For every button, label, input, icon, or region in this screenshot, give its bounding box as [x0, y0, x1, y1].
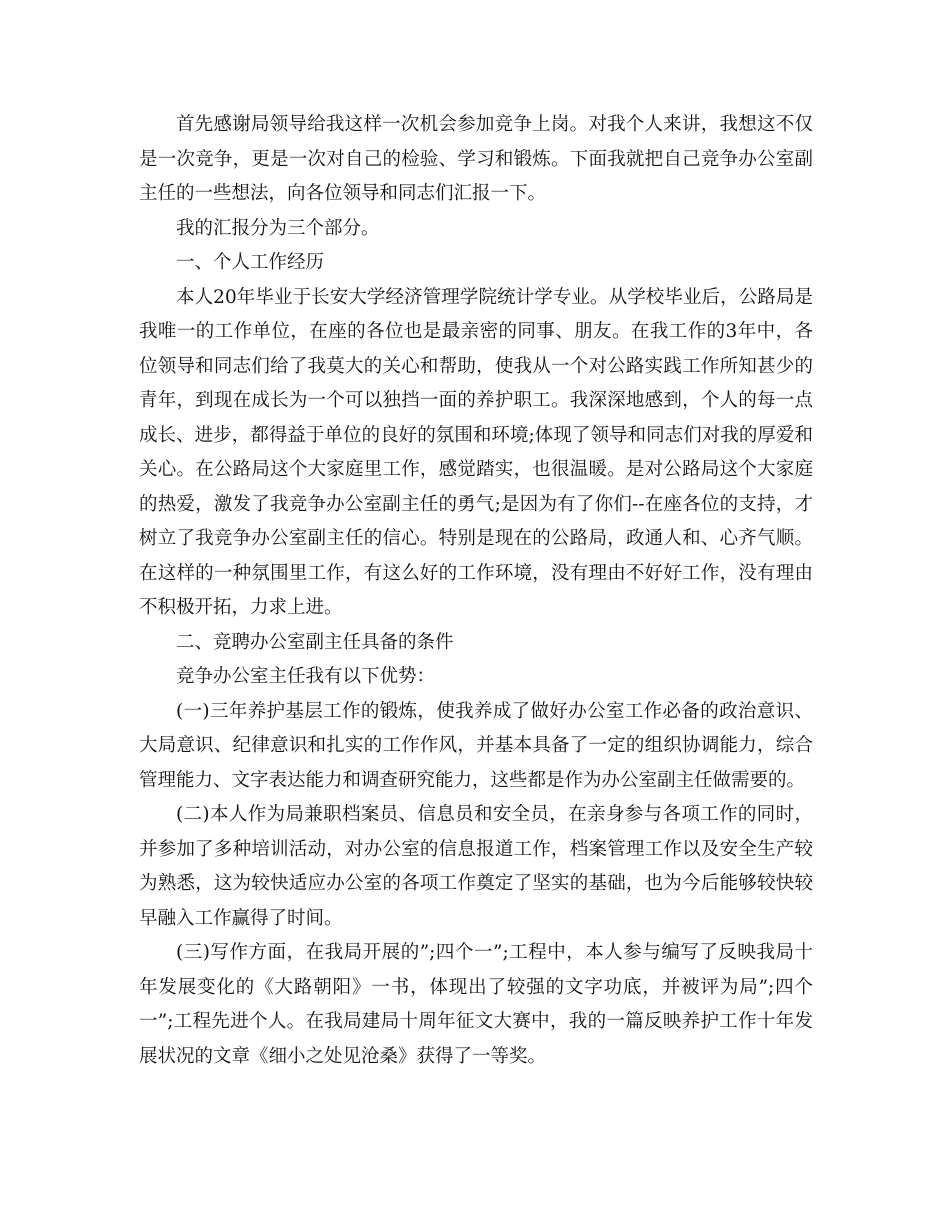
section-heading-qualifications: 二、竞聘办公室副主任具备的条件 [176, 631, 454, 653]
paragraph-advantages-intro: 竞争办公室主任我有以下优势： [176, 666, 436, 687]
paragraph-report-outline: 我的汇报分为三个部分。 [176, 217, 380, 239]
document-body [139, 108, 813, 1074]
paragraph-advantage-3: (三)写作方面，在我局开展的”;四个一”;工程中，本人参与编写了反映我局十年发展变化的《大路朝阳》一书，体现出了较强的文字功底，并被评为局”;四个一”;工程先进个人。在我局建局十周年征文大赛中，我的一篇反映养护工作十年发展状况的文章《细小之处见沧桑》获得了一等奖。 [139, 942, 813, 1067]
section-heading-work-experience: 一、个人工作经历 [176, 252, 325, 273]
paragraph-work-experience: 本人20年毕业于长安大学经济管理学院统计学专业。从学校毕业后，公路局是我唯一的工作单位，在座的各位也是最亲密的同事、朋友。在我工作的3年中，各位领导和同志们给了我莫大的关心和帮助，使我从一个对公路实践工作所知甚少的青年，到现在成长为一个可以独挡一面的养护职工。我深深地感到，个人的每一点成长、进步，都得益于单位的良好的氛围和环境;体现了领导和同志们对我的厚爱和关心。在公路局这个大家庭里工作，感觉踏实，也很温暖。是对公路局这个大家庭的热爱，激发了我竞争办公室副主任的勇气;是因为有了你们--在座各位的支持，才树立了我竞争办公室副主任的信心。特别是现在的公路局，政通人和、心齐气顺。在这样的一种氛围里工作，有这么好的工作环境，没有理由不好好工作，没有理由不积极开拓，力求上进。 [139, 286, 813, 618]
paragraph-advantage-2: (二)本人作为局兼职档案员、信息员和安全员，在亲身参与各项工作的同时，并参加了多种培训活动，对办公室的信息报道工作，档案管理工作以及安全生产较为熟悉，这为较快适应办公室的各项工作奠定了坚实的基础，也为今后能够较快较早融入工作赢得了时间。 [139, 804, 813, 929]
paragraph-intro: 首先感谢局领导给我这样一次机会参加竞争上岗。对我个人来讲，我想这不仅是一次竞争，更是一次对自己的检验、学习和锻炼。下面我就把自己竞争办公室副主任的一些想法，向各位领导和同志们汇报一下。 [139, 114, 813, 204]
paragraph-advantage-1: (一)三年养护基层工作的锻炼，使我养成了做好办公室工作必备的政治意识、大局意识、纪律意识和扎实的工作作风，并基本具备了一定的组织协调能力，综合管理能力、文字表达能力和调查研究能力，这些都是作为办公室副主任做需要的。 [139, 700, 813, 791]
